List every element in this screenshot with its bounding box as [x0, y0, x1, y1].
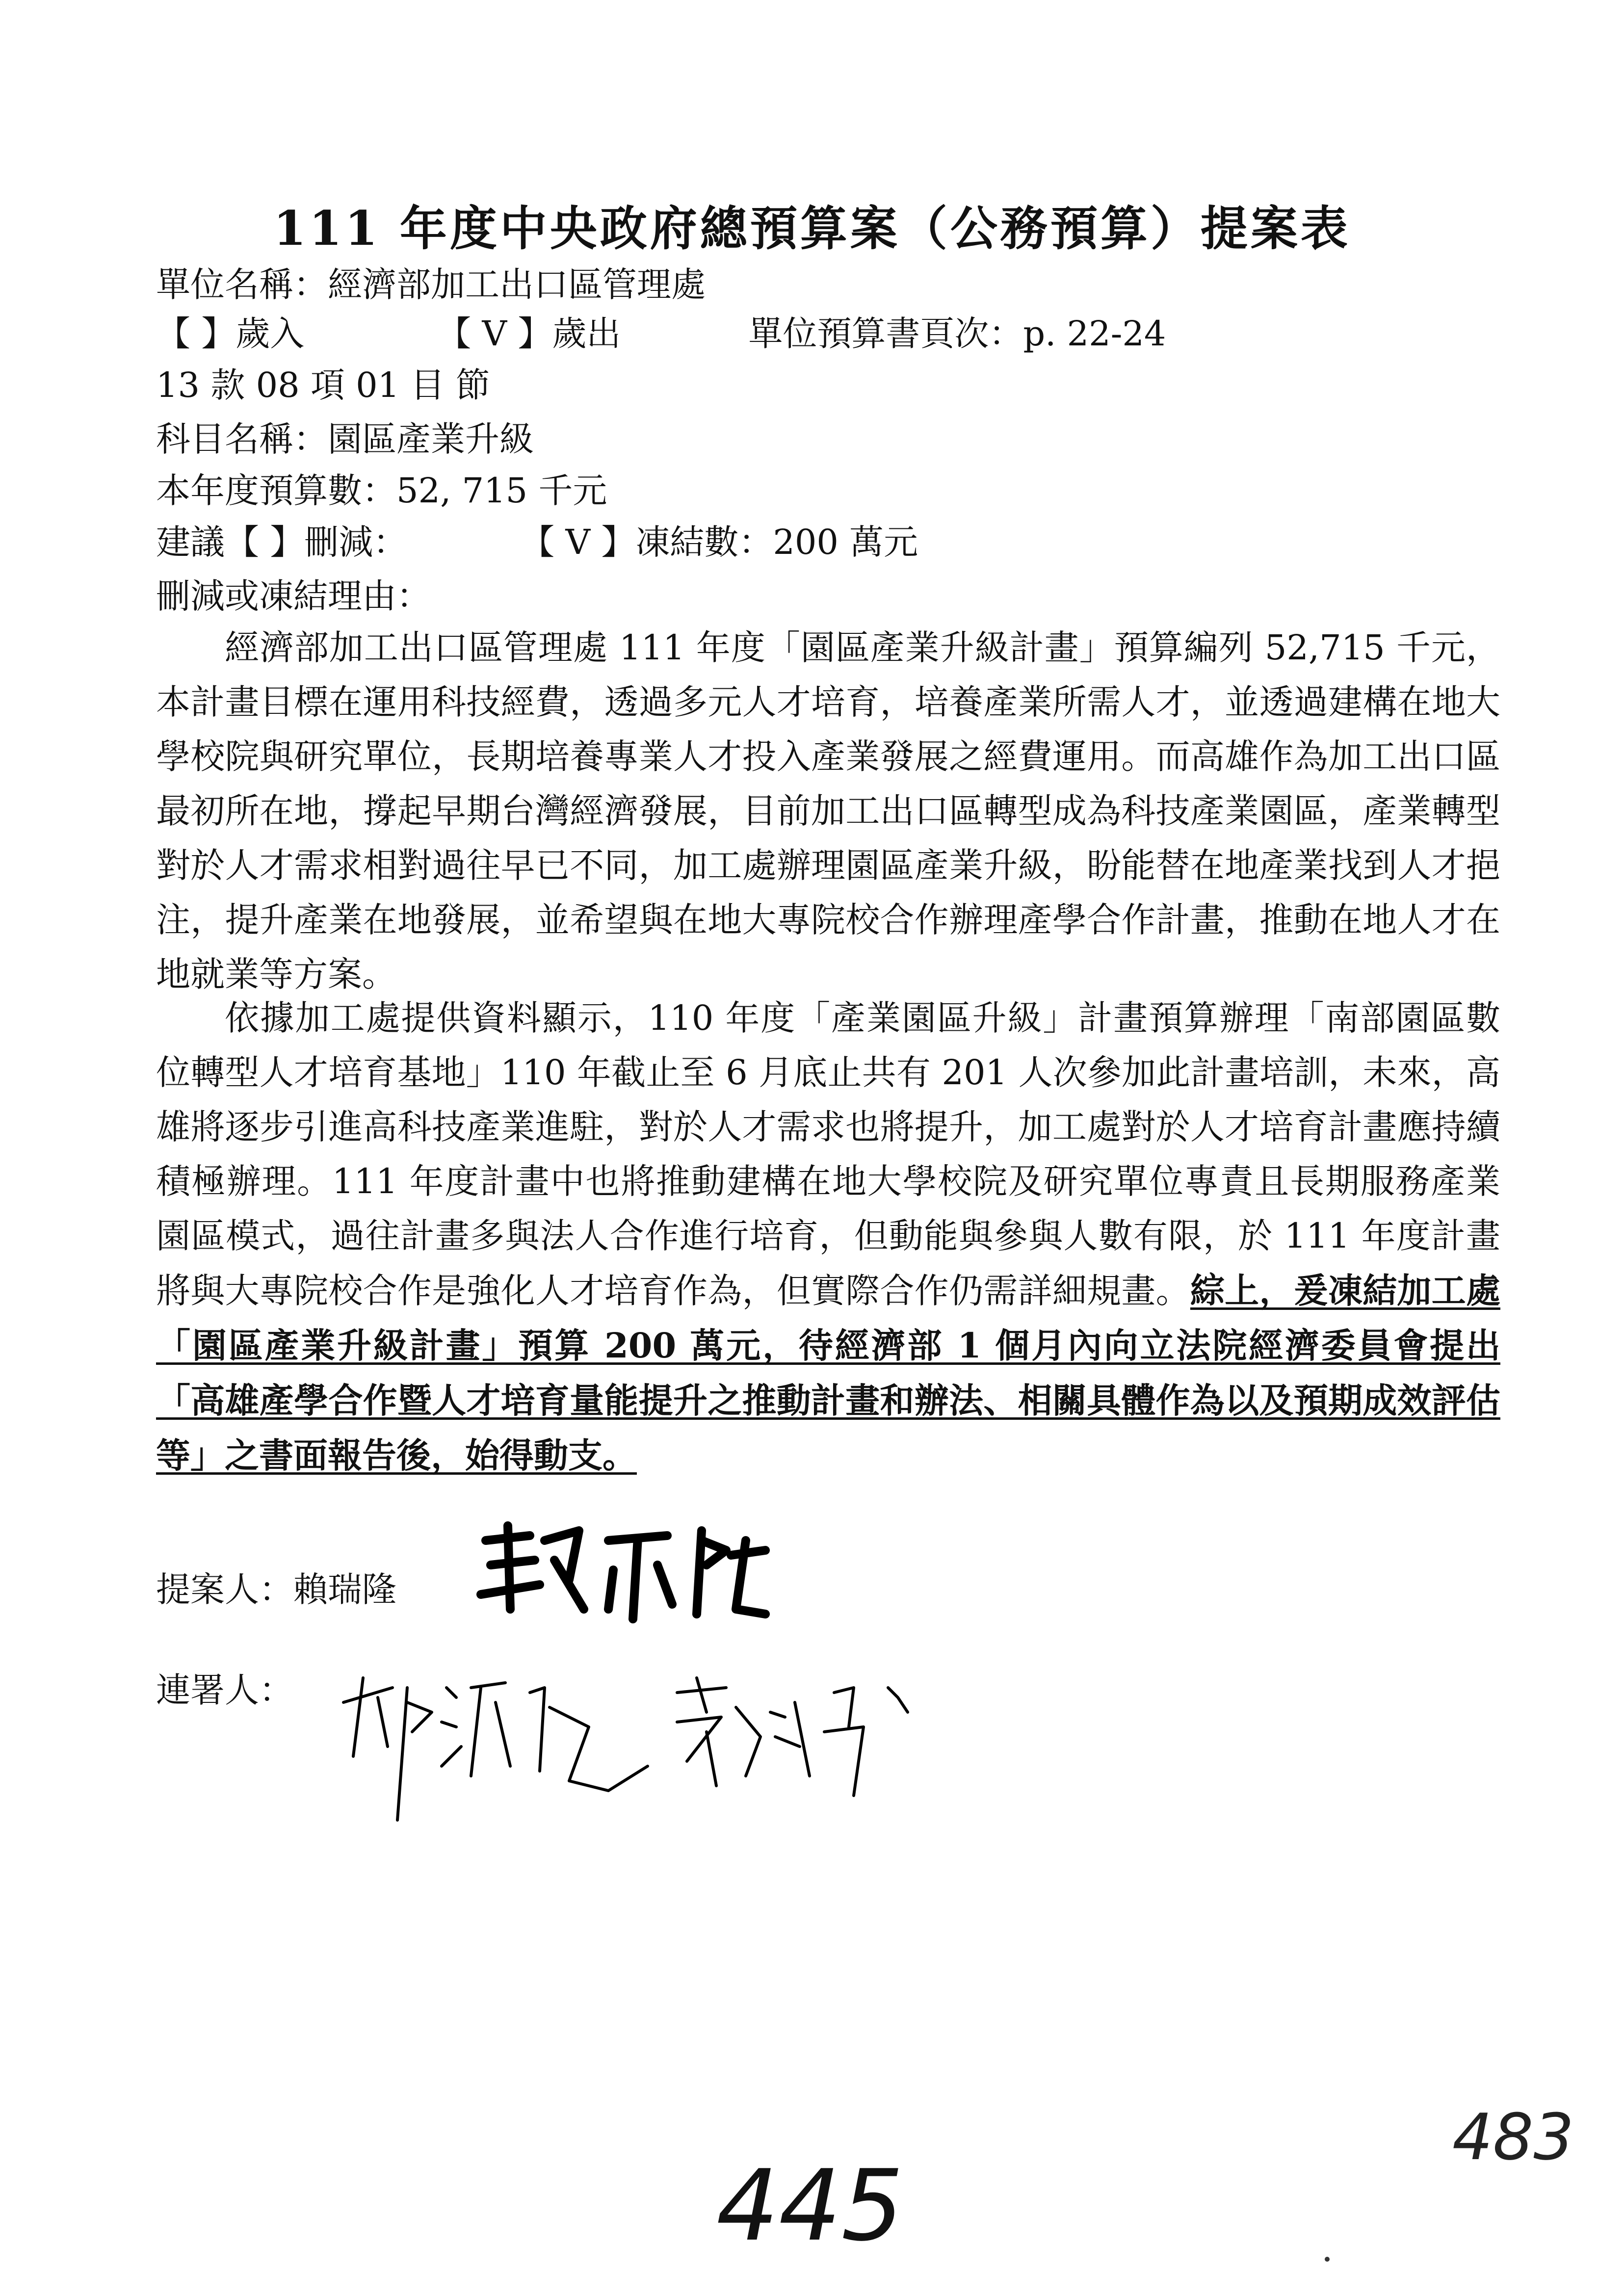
suggestion-row — [156, 518, 918, 567]
page-reference: 單位預算書頁次：p. 22-24 — [748, 313, 1166, 354]
proposer-label: 提案人：賴瑞隆 — [156, 1569, 396, 1610]
cosigner-signatures — [334, 1658, 971, 1835]
reason-paragraph-2 — [156, 991, 1500, 1483]
unit-name: 單位名稱：經濟部加工出口區管理處 — [156, 264, 706, 305]
reason-paragraph-1: 經濟部加工出口區管理處 111 年度「園區產業升級計畫」預算編列 52,715 千元，本計畫目標在運用科技經費，透過多元人才培育，培養產業所需人才，並透過建構在地大學校院與研究單位，長期培養專業人才投入產業發展之經費運用。而高雄作為加工出口區最初所在地，撐起早期台灣經濟發展，目前加工出口區轉型成為科技產業園區，產業轉型對於人才需求相對過往早已不同，加工處辦理園區產業升級，盼能替在地產業找到人才挹注，提升產業在地發展，並希望與在地大專院校合作辦理產學合作計畫，推動在地人才在地就業等方案。 — [156, 627, 1500, 994]
reason-label: 刪減或凍結理由： — [156, 576, 431, 616]
expense-option: 【 V 】歲出 — [437, 313, 621, 354]
income-option: 【 】歲入 — [156, 313, 305, 354]
type-row — [156, 309, 1166, 358]
speck — [1325, 2257, 1330, 2262]
freeze-conclusion: 綜上，爰凍結加工處「園區產業升級計畫」預算 200 萬元，待經濟部 1 個月內向立法院經濟委員會提出「高雄產學合作暨人才培育量能提升之推動計畫和辦法、相關具體作為以及預期成效評估等」之書面報告後，始得動支。 — [156, 1270, 1501, 1476]
subject-code: 13 款 08 項 01 目 節 — [156, 365, 490, 405]
paragraph-2-text: 依據加工處提供資料顯示，110 年度「產業園區升級」計畫預算辦理「南部園區數位轉型人才培育基地」110 年截止至 6 月底止共有 201 人次參加此計畫培訓，未來，高雄將逐步引進高科技產業進駐，對於人才需求也將提升，加工處對於人才培育計畫應持續積極辦理。111 年度計畫中也將推動建構在地大學校院及研究單位專責且長期服務產業園區模式，過往計畫多與法人合作進行培育，但動能與參與人數有限，於 111 年度計畫將與大專院校合作是強化人才培育作為，但實際合作仍需詳細規畫。 — [156, 998, 1500, 1311]
cut-option: 建議【 】刪減： — [156, 522, 408, 562]
annual-budget: 本年度預算數：52, 715 千元 — [156, 470, 607, 511]
document-title: 111 年度中央政府總預算案（公務預算）提案表 — [273, 201, 1351, 256]
subject-name: 科目名稱：園區產業升級 — [156, 419, 534, 459]
cosigner-label: 連署人： — [156, 1670, 293, 1710]
freeze-option: 【 V 】凍結數：200 萬元 — [520, 522, 918, 562]
handwritten-page-number: 445 — [716, 2149, 904, 2263]
proposer-signature — [471, 1511, 775, 1639]
handwritten-corner-number: 483 — [1452, 2100, 1574, 2174]
